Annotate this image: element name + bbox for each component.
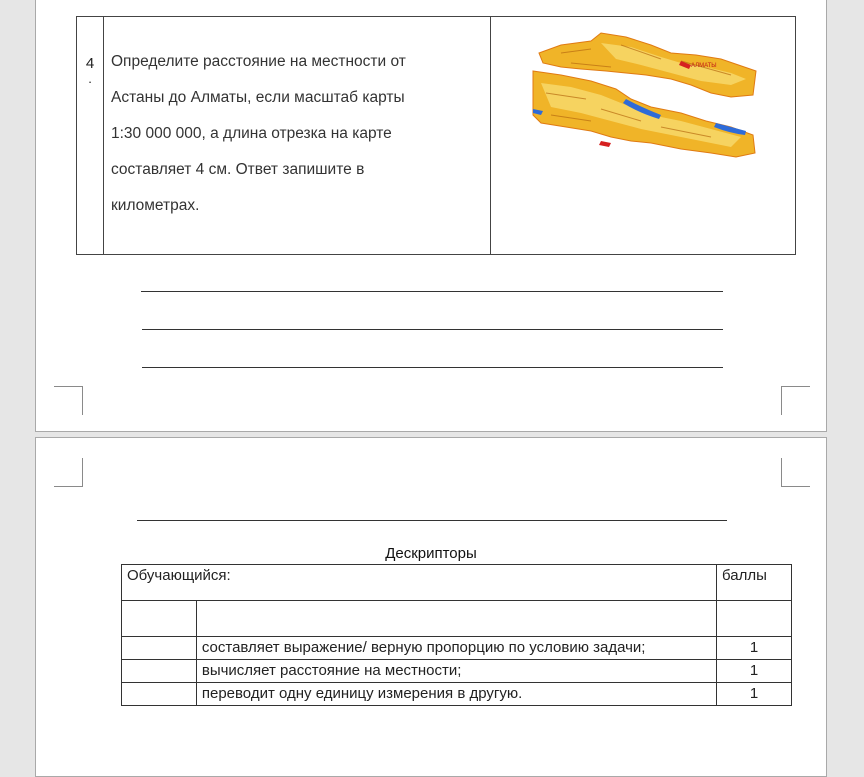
question-line: Астаны до Алматы, если масштаб карты [111,89,405,106]
question-line: 1:30 000 000, а длина отрезка на карте [111,125,392,142]
answer-line [142,367,723,368]
question-text [111,44,481,224]
question-table [76,16,796,255]
table-cell [122,637,197,660]
map-city-label: АЛМАТЫ [691,63,717,69]
page-margin-corner [781,458,810,487]
table-row [122,601,792,637]
descriptors-table [121,564,792,706]
descriptor-text: вычисляет расстояние на местности; [196,660,716,683]
table-cell [717,601,792,637]
kazakhstan-map-image [531,23,761,159]
descriptors-title: Дескрипторы [385,545,477,562]
descriptor-text: переводит одну единицу измерения в другую. [196,683,716,706]
page-margin-corner [54,386,83,415]
map-image-cell [490,17,796,254]
answer-line [141,291,723,292]
table-row [122,637,792,660]
table-row [122,660,792,683]
question-line: составляет 4 см. Ответ запишите в [111,161,365,178]
question-line: Определите расстояние на местности от [111,53,406,70]
question-number-value: 4 [85,55,95,72]
page-margin-corner [54,458,83,487]
header-points: баллы [717,565,792,601]
descriptor-points: 1 [717,660,792,683]
answer-line [142,329,723,330]
table-cell [196,601,716,637]
table-header-row [122,565,792,601]
descriptor-text: составляет выражение/ верную пропорцию по условию задачи; [196,637,716,660]
header-learner: Обучающийся: [122,565,717,601]
table-row [122,683,792,706]
page-margin-corner [781,386,810,415]
question-number-dot: . [88,71,92,86]
table-cell [122,683,197,706]
descriptor-points: 1 [717,637,792,660]
table-cell [122,601,197,637]
descriptor-points: 1 [717,683,792,706]
table-cell [122,660,197,683]
question-number [77,17,104,254]
answer-line [137,520,727,521]
document-page-2 [35,437,827,777]
document-page-1 [35,0,827,432]
question-line: километрах. [111,197,200,214]
